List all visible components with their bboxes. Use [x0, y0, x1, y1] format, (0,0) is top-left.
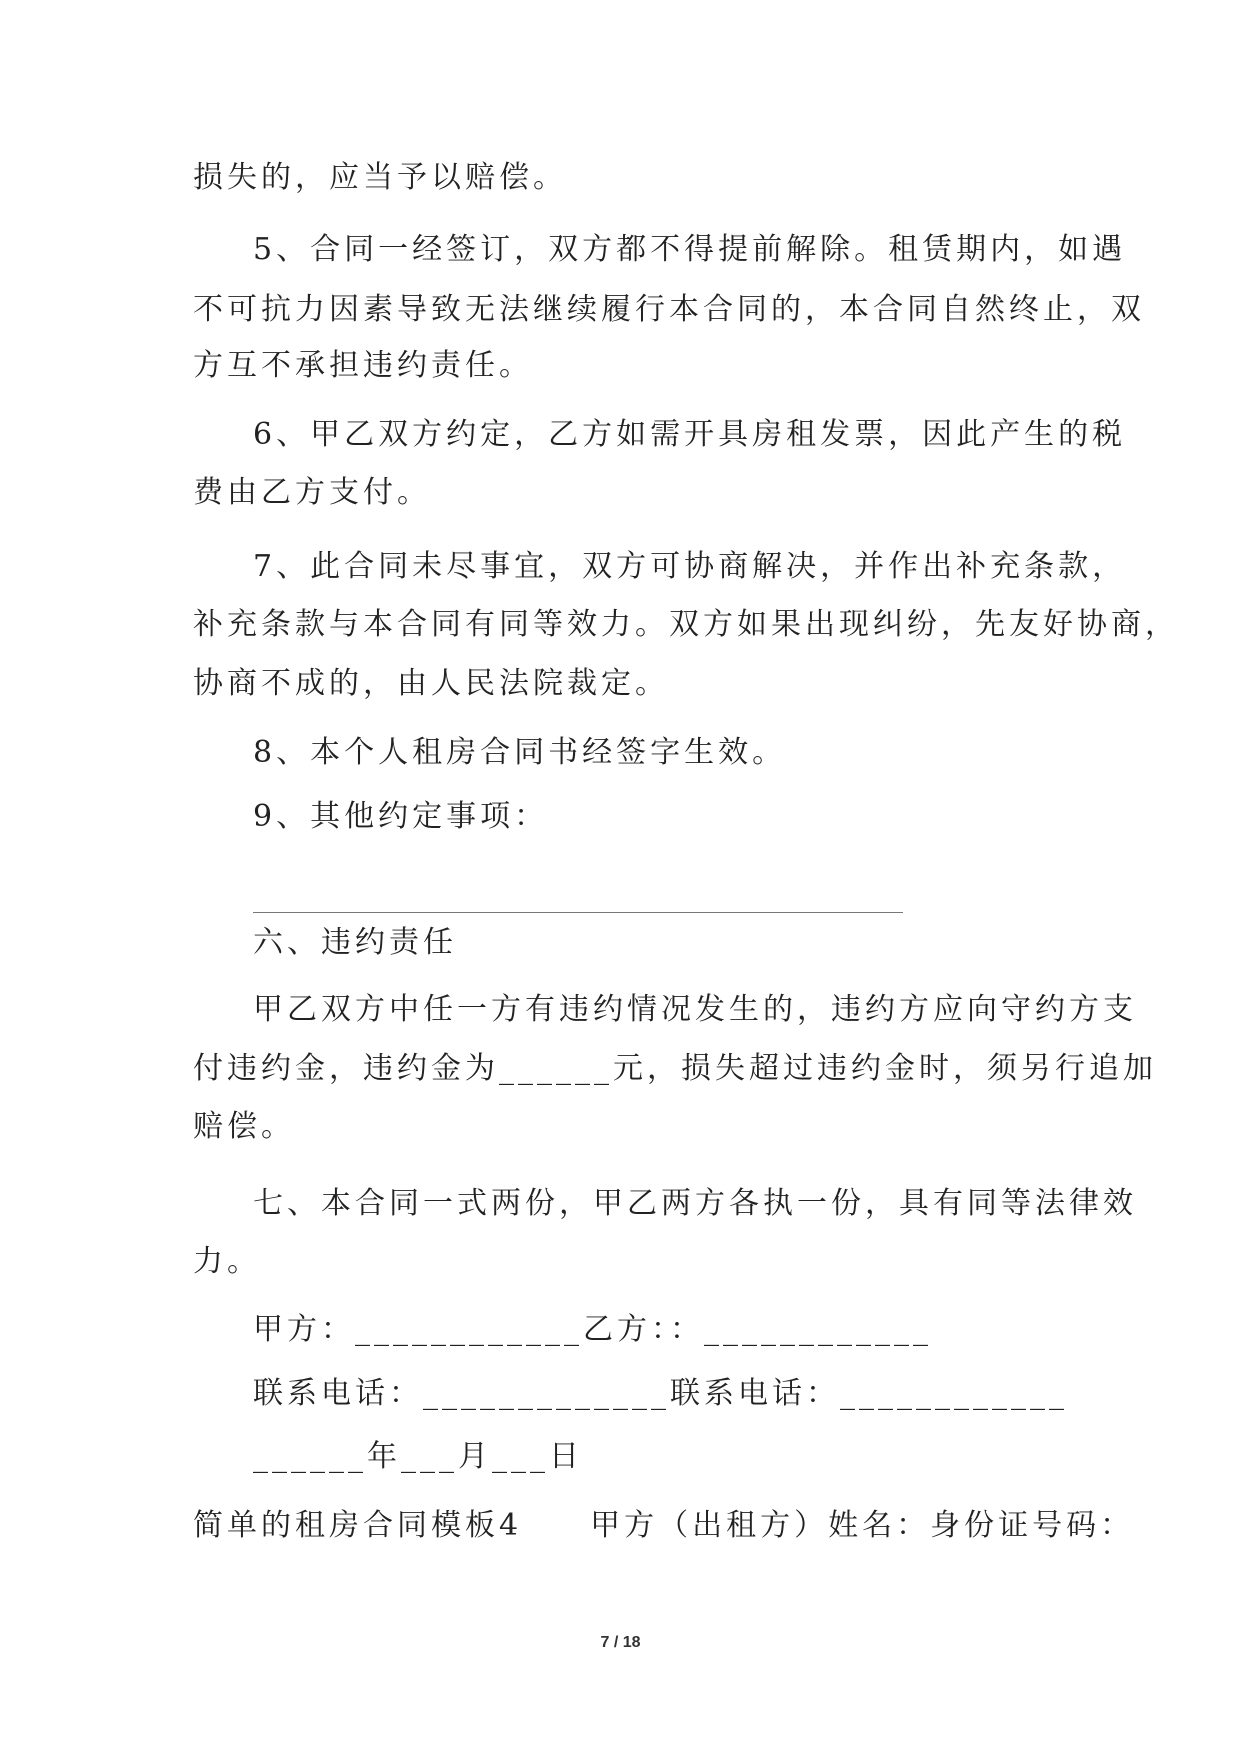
breach-paragraph-line: 付违约金，违约金为______元，损失超过违约金时，须另行追加 — [193, 1051, 1157, 1086]
clause-9-line: 9、其他约定事项： — [253, 799, 549, 834]
clause-6-line: 6、甲乙双方约定，乙方如需开具房租发票，因此产生的税 — [253, 417, 1127, 452]
clause-7-line: 协商不成的，由人民法院裁定。 — [193, 666, 669, 701]
clause-7-line: 7、此合同未尽事宜，双方可协商解决，并作出补充条款， — [253, 549, 1127, 584]
date-line: ______年___月___日 — [253, 1439, 583, 1474]
clause-5-line: 方互不承担违约责任。 — [193, 348, 533, 383]
contact-phone-line: 联系电话：_____________联系电话：____________ — [253, 1376, 1068, 1411]
template-heading-line: 简单的租房合同模板4 甲方（出租方）姓名：身份证号码： — [193, 1508, 1135, 1543]
paragraph-line: 损失的，应当予以赔偿。 — [193, 160, 567, 195]
breach-paragraph-line: 赔偿。 — [193, 1109, 295, 1144]
clause-8-line: 8、本个人租房合同书经签字生效。 — [253, 735, 787, 770]
page-number: 7 / 18 — [600, 1634, 641, 1651]
clause-5-line: 5、合同一经签订，双方都不得提前解除。租赁期内，如遇 — [253, 232, 1127, 267]
party-signature-line: 甲方：____________乙方：：____________ — [253, 1312, 932, 1347]
clause-5-line: 不可抗力因素导致无法继续履行本合同的，本合同自然终止，双 — [193, 292, 1145, 327]
copies-paragraph-line: 力。 — [193, 1244, 261, 1279]
blank-fill-line — [253, 912, 903, 913]
section-heading-breach: 六、违约责任 — [253, 925, 457, 960]
breach-paragraph-line: 甲乙双方中任一方有违约情况发生的，违约方应向守约方支 — [253, 992, 1137, 1027]
copies-paragraph-line: 七、本合同一式两份，甲乙两方各执一份，具有同等法律效 — [253, 1186, 1137, 1221]
clause-6-line: 费由乙方支付。 — [193, 475, 431, 510]
clause-7-line: 补充条款与本合同有同等效力。双方如果出现纠纷，先友好协商， — [193, 607, 1179, 642]
